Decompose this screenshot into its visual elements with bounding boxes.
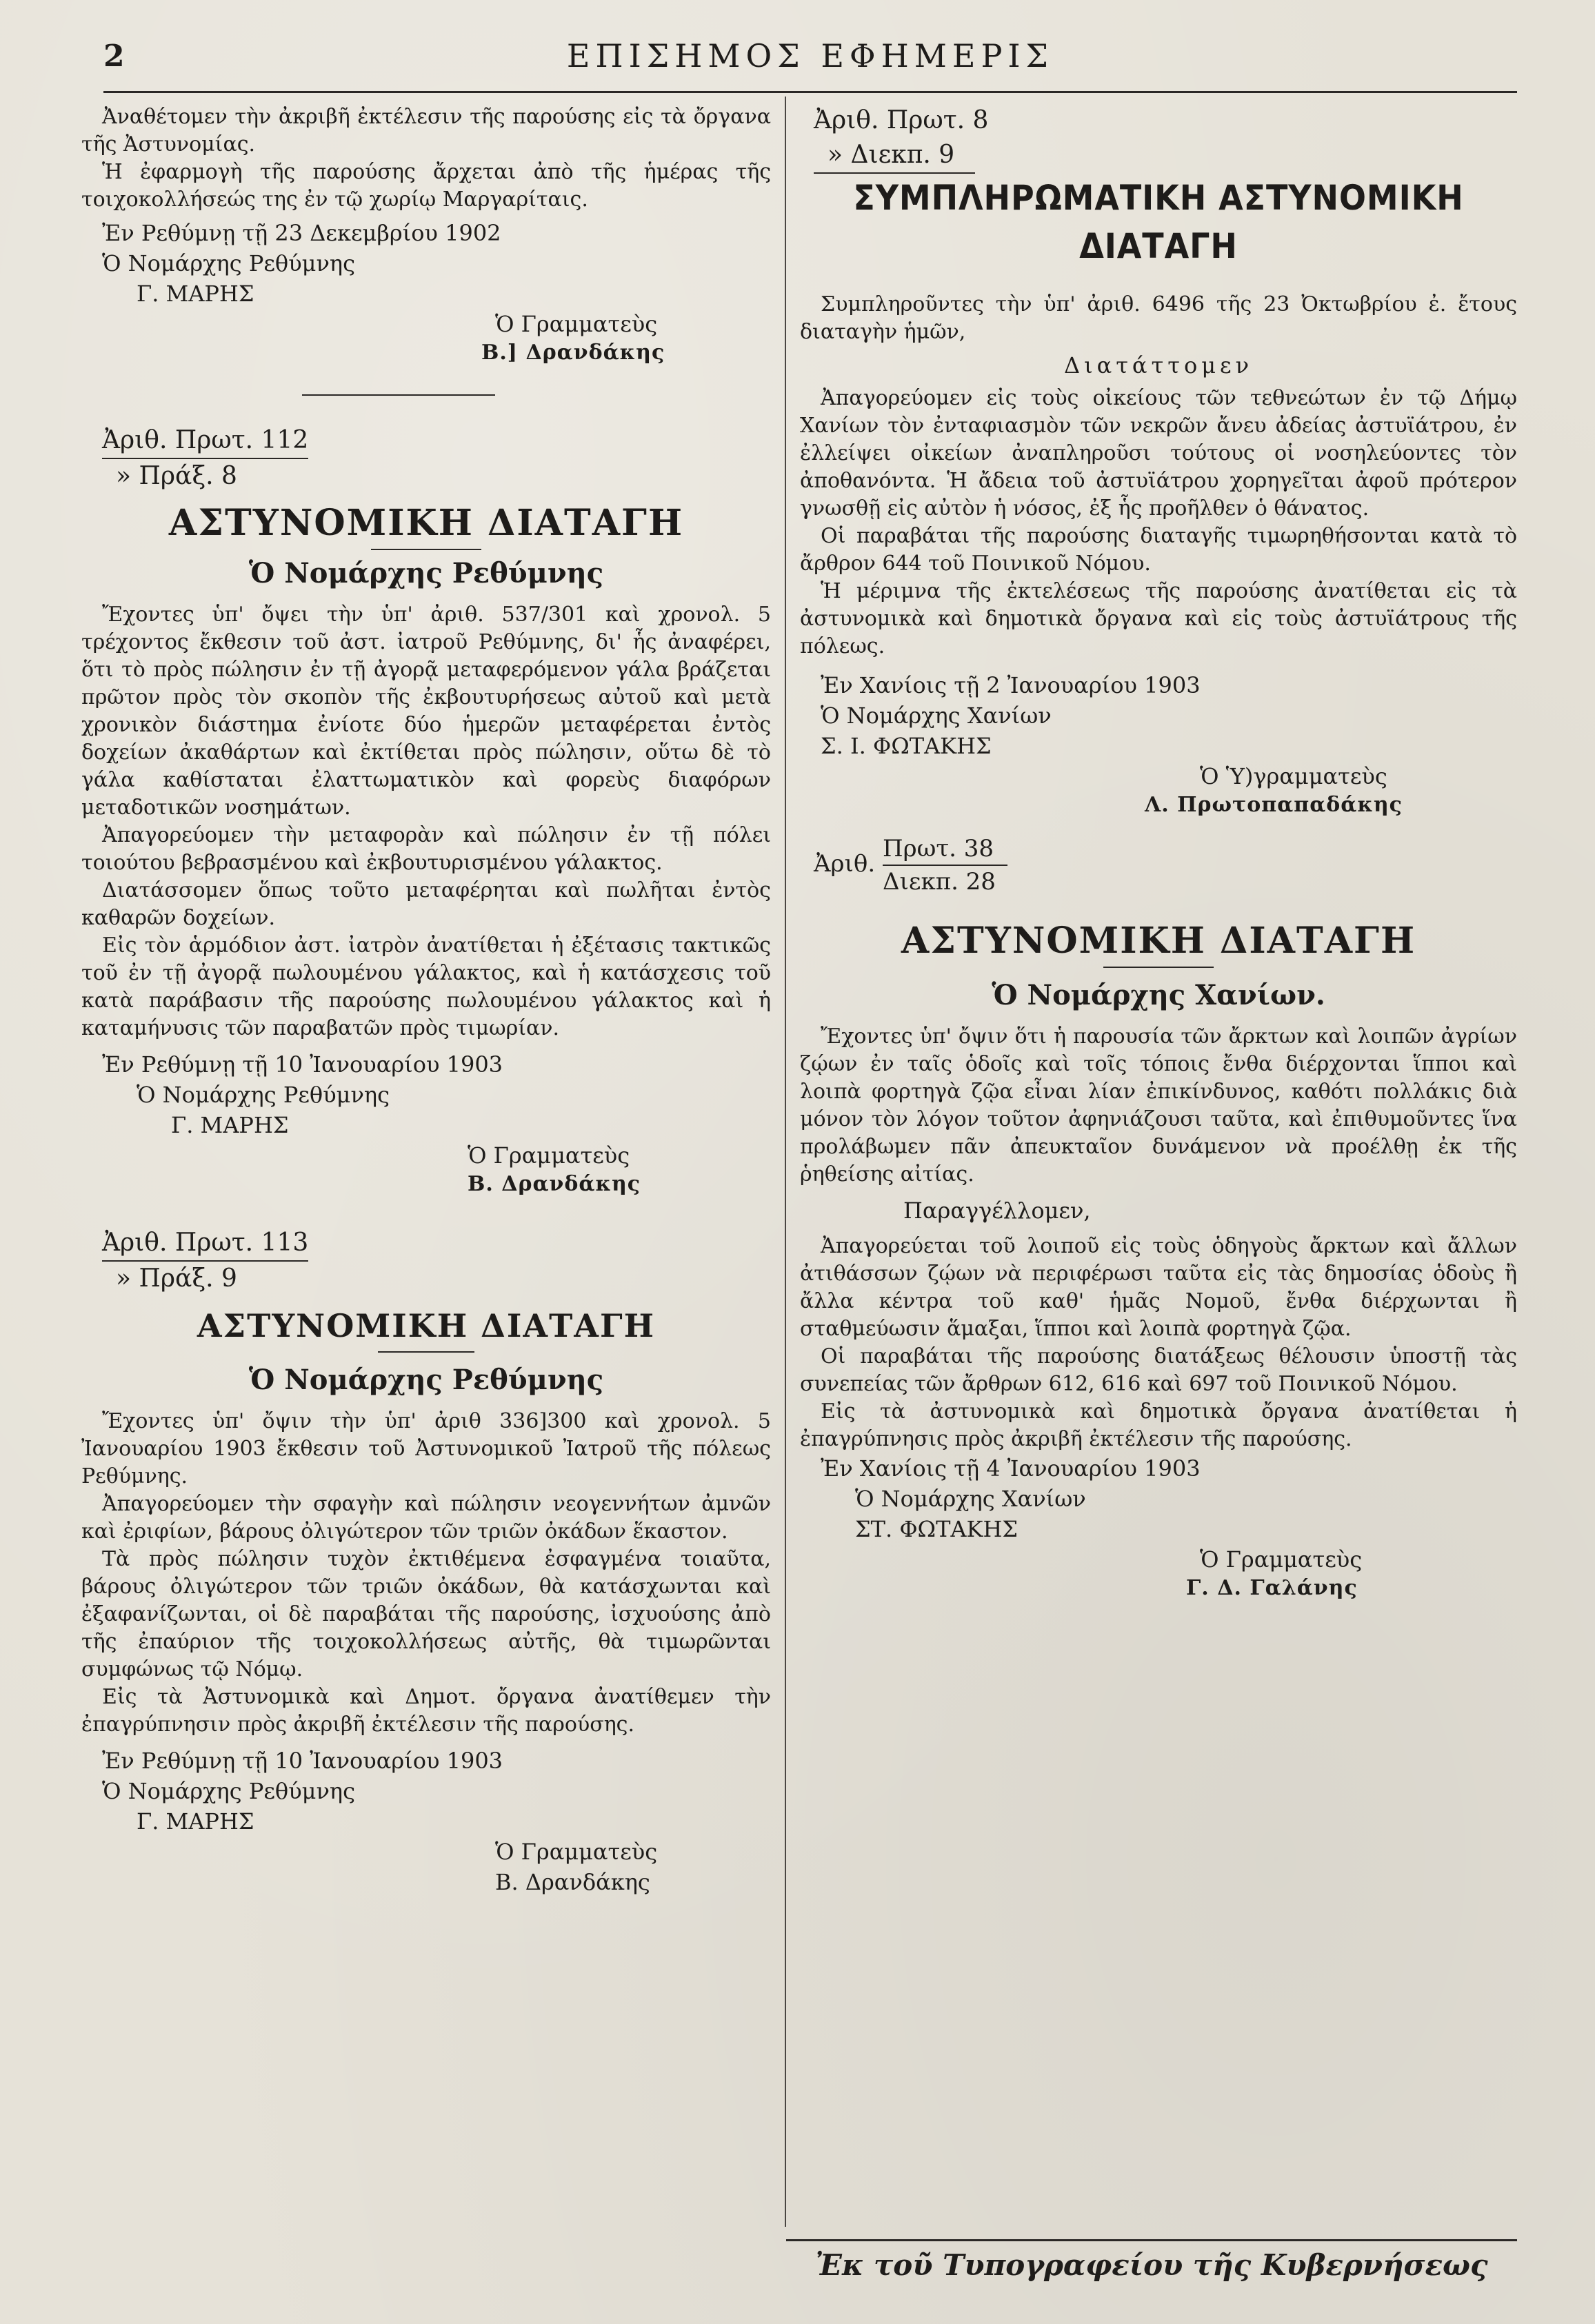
header-rule [103,91,1517,93]
paragraph: Ἡ μέριμνα τῆς ἐκτελέσεως τῆς παρούσης ἀνατίθεται εἰς τὰ ἀστυνομικὰ καὶ δημοτικὰ ὄργανα καὶ εἰς τοὺς ἀστυϊάτρους τῆς πόλεως. [800,579,1517,658]
printer-imprint: Ἐκ τοῦ Τυπογραφείου τῆς Κυβερνήσεως [786,2239,1517,2290]
command-word: Διατάττομεν [1063,352,1254,378]
secretary-name: Β. Δρανδάκης [468,1172,641,1196]
page-header [103,34,1517,83]
paragraph: Οἱ παραβάται τῆς παρούσης διατάξεως θέλουσιν ὑποστῇ τὰς συνεπείας τῶν ἄρθρων 612, 616 καὶ 697 τοῦ Ποινικοῦ Νόμου. [800,1344,1517,1396]
paragraph: Εἰς τὰ ἀστυνομικὰ καὶ δημοτικὰ ὄργανα ἀνατίθεται ἡ ἐπαγρύπνησις πρὸς ἀκριβῆ ἐκτέλεσιν τῆς παρούσης. [800,1400,1517,1451]
paragraph: Οἱ παραβάται τῆς παρούσης διαταγῆς τιμωρηθήσονται κατὰ τὸ ἄρθρον 644 τοῦ Ποινικοῦ Νόμου. [800,524,1517,576]
secretary-name: Γ. Δ. Γαλάνης [1186,1576,1358,1600]
signatory-name: Σ. Ι. ΦΩΤΑΚΗΣ [821,733,992,759]
date-line: Ἐν Ρεθύμνῃ τῇ 10 Ἰανουαρίου 1903 [102,1748,503,1774]
secretary-title: Ὁ Γραμματεὺς [495,1839,658,1865]
heading-rule [1103,967,1214,968]
paragraph: Συμπληροῦντες τὴν ὑπ' ἀριθ. 6496 τῆς 23 Ὀκτωβρίου ἐ. ἔτους διαταγὴν ἡμῶν, [800,292,1517,344]
protocol-number: Ἀριθ. Πρωτ. 112 [102,423,308,459]
decree-38 [800,833,1517,1602]
paragraph: Ἔχοντες ὑπ' ὄψιν τὴν ὑπ' ἀριθ 336]300 καὶ χρονολ. 5 Ἰανουαρίου 1903 ἔκθεσιν τοῦ Ἀστυνομικοῦ Ἰατροῦ τῆς πόλεως Ρεθύμνης. [81,1409,771,1488]
page-number: 2 [103,39,125,74]
reference-numbers [81,423,771,494]
date-line: Ἐν Ρεθύμνῃ τῇ 10 Ἰανουαρίου 1903 [102,1051,503,1078]
decree-heading: ΑΣΤΥΝΟΜΙΚΗ ΔΙΑΤΑΓΗ [168,502,684,544]
column-divider [785,97,786,2227]
secretary-name: Β.] Δρανδάκης [481,341,665,365]
signatory-role: Ὁ Νομάρχης Ρεθύμνης [137,1082,390,1108]
heading-rule [378,1351,474,1353]
signatory-role: Ὁ Νομάρχης Ρεθύμνης [102,250,355,276]
signatory-name: ΣΤ. ΦΩΤΑΚΗΣ [855,1516,1018,1542]
paragraph: Ἀναθέτομεν τὴν ἀκριβῆ ἐκτέλεσιν τῆς παρούσης εἰς τὰ ὄργανα τῆς Ἀστυνομίας. [81,105,771,156]
signatory-role: Ὁ Νομάρχης Χανίων [855,1486,1086,1512]
act-number: » Πράξ. 9 [116,1264,237,1293]
reference-numbers [81,1226,771,1296]
secretary-title: Ὁ Γραμματεὺς [468,1142,630,1169]
secretary-title: Ὁ Ὑ)γραμματεὺς [1200,763,1387,789]
secretary-title: Ὁ Γραμματεὺς [495,311,658,337]
section-rule [302,394,495,396]
dispatch-number: Διεκπ. 28 [882,868,996,896]
date-line: Ἐν Ρεθύμνῃ τῇ 23 Δεκεμβρίου 1902 [102,220,501,246]
paragraph: Ἀπαγορεύομεν τὴν σφαγὴν καὶ πώλησιν νεογεννήτων ἀμνῶν καὶ ἐριφίων, βάρους ὀλιγώτερον τῶν τριῶν ὀκάδων ἕκαστον. [81,1492,771,1544]
signatory-name: Γ. ΜΑΡΗΣ [171,1112,289,1138]
reference-label: Ἀριθ. [814,850,876,878]
decree-112 [81,423,771,1198]
protocol-number: Πρωτ. 38 [883,833,1007,866]
paragraph: Ἔχοντες ὑπ' ὄψιν ὅτι ἡ παρουσία τῶν ἄρκτων καὶ λοιπῶν ἀγρίων ζῴων ἐν ταῖς ὁδοῖς καὶ τοῖς τόποις ἔνθα διέρχονται ἵπποι καὶ λοιπὰ φορτηγὰ ζῷα εἶναι λίαν ἐπικίνδυνος, καθότι πολλάκις διὰ μόνον τὸν λόγον τοῦτον ἀφηνιάζουσι ταῦτα, καὶ ἐπιθυμοῦντες ἵνα προλάβωμεν πᾶν ἀπευκταῖον δυνάμενον νὰ προέλθῃ ἐκ τῆς ῥηθείσης αἰτίας. [800,1024,1517,1186]
left-column [81,103,771,1897]
act-number: » Πράξ. 8 [116,462,237,490]
decree-heading: ΑΣΤΥΝΟΜΙΚΗ ΔΙΑΤΑΓΗ [901,920,1416,962]
dispatch-number: » Διεκπ. 9 [814,138,975,174]
intro-decree-ending [81,103,771,396]
protocol-number: Ἀριθ. Πρωτ. 113 [102,1226,308,1262]
issuing-authority: Ὁ Νομάρχης Ρεθύμνης [248,1364,604,1396]
paragraph: Εἰς τὰ Ἀστυνομικὰ καὶ Δημοτ. ὄργανα ἀνατίθεμεν τὴν ἐπαγρύπνησιν πρὸς ἀκριβῆ ἐκτέλεσιν τῆς παρούσης. [81,1685,771,1737]
issuing-authority: Ὁ Νομάρχης Χανίων. [992,979,1325,1011]
paragraph: Ἀπαγορεύομεν τὴν μεταφορὰν καὶ πώλησιν ἐν τῇ πόλει τοιούτου βεβρασμένου καὶ ἐκβουτυρισμένου γάλακτος. [81,823,771,875]
paragraph: Ἡ ἐφαρμογὴ τῆς παρούσης ἄρχεται ἀπὸ τῆς ἡμέρας τῆς τοιχοκολλήσεώς της ἐν τῷ χωρίῳ Μαργαρίταις. [81,160,771,212]
publication-title: ΕΠΙΣΗΜΟΣ ΕΦΗΜΕΡΙΣ [566,37,1054,74]
signatory-role: Ὁ Νομάρχης Χανίων [821,703,1052,729]
date-line: Ἐν Χανίοις τῇ 2 Ἰανουαρίου 1903 [821,672,1201,698]
decree-113 [81,1226,771,1897]
heading-rule [371,549,481,550]
paragraph: Ἀπαγορεύεται τοῦ λοιποῦ εἰς τοὺς ὁδηγοὺς ἄρκτων καὶ ἄλλων ἀτιθάσσων ζῴων νὰ περιφέρωσι ταῦτα εἰς τὰς δημοσίας ὁδοὺς ἢ ἄλλα κέντρα τοῦ καθ' ἡμᾶς Νομοῦ, ἔνθα διέρχωνται ἢ σταθμεύωσιν ἅμαξαι, ἵπποι καὶ λοιπὰ φορτηγὰ ζῷα. [800,1234,1517,1341]
decree-heading: ΣΥΜΠΛΗΡΩΜΑΤΙΚΗ ΑΣΤΥΝΟΜΙΚΗ ΔΙΑΤΑΓΗ [853,178,1464,266]
date-line: Ἐν Χανίοις τῇ 4 Ἰανουαρίου 1903 [821,1455,1201,1482]
signatory-name: Γ. ΜΑΡΗΣ [137,281,254,307]
signatory-name: Γ. ΜΑΡΗΣ [137,1808,254,1835]
decree-heading: ΑΣΤΥΝΟΜΙΚΗ ΔΙΑΤΑΓΗ [197,1307,656,1344]
paragraph: Τὰ πρὸς πώλησιν τυχὸν ἐκτιθέμενα ἐσφαγμένα τοιαῦτα, βάρους ὀλιγώτερον τῶν τριῶν ὀκάδων, θὰ κατάσχωνται καὶ ἐξαφανίζωνται, οἱ δὲ παραβάται τῆς παρούσης, ἰσχυούσης ἀπὸ τῆς ἐπαύριον τῆς τοιχοκολλήσεως αὐτῆς, θὰ τιμωρῶνται συμφώνως τῷ Νόμῳ. [81,1547,771,1681]
command-word: Παραγγέλλομεν, [903,1198,1091,1224]
secretary-title: Ὁ Γραμματεὺς [1200,1546,1363,1573]
signatory-role: Ὁ Νομάρχης Ρεθύμνης [102,1778,355,1804]
paragraph: Διατάσσομεν ὅπως τοῦτο μεταφέρηται καὶ πωλῆται ἐντὸς καθαρῶν δοχείων. [81,878,771,930]
secretary-name: Β. Δρανδάκης [495,1869,650,1895]
reference-numbers [800,833,1517,898]
reference-numbers [800,103,1517,174]
issuing-authority: Ὁ Νομάρχης Ρεθύμνης [248,557,604,589]
paragraph: Εἰς τὸν ἁρμόδιον ἀστ. ἰατρὸν ἀνατίθεται ἡ ἐξέτασις τακτικῶς τοῦ ἐν τῇ ἀγορᾷ πωλουμένου γάλακτος, καὶ ἡ κατάσχεσις τοῦ κατὰ παράβασιν τῆς παρούσης πωλουμένου γάλακτος καὶ ἡ καταμήνυσις τῶν παραβατῶν πρὸς τιμωρίαν. [81,933,771,1040]
paragraph: Ἔχοντες ὑπ' ὄψει τὴν ὑπ' ἀριθ. 537/301 καὶ χρονολ. 5 τρέχοντος ἔκθεσιν τοῦ ἀστ. ἰατροῦ Ρεθύμνης, δι' ἧς ἀναφέρει, ὅτι τὸ πρὸς πώλησιν ἐν τῇ ἀγορᾷ μεταφερόμενον γάλα βράζεται πρῶτον πρὸς τὸν σκοπὸν τῆς ἐκβουτυρήσεως αὐτοῦ καὶ μετὰ χρονικὸν διάστημα ἐνίοτε δύο ἡμερῶν μεταφέρεται ἐντὸς δοχείων ἀκαθάρτων καὶ ἐκτίθεται πρὸς πώλησιν, οὕτω δὲ τὸ γάλα καθίσταται ἐλαττωματικὸν καὶ φορεὺς διαφόρων μεταδοτικῶν νοσημάτων. [81,603,771,820]
secretary-name: Λ. Πρωτοπαπαδάκης [1145,793,1403,817]
protocol-number: Ἀριθ. Πρωτ. 8 [814,106,989,134]
decree-supplementary [800,103,1517,819]
right-column [800,103,1517,1602]
paragraph: Ἀπαγορεύομεν εἰς τοὺς οἰκείους τῶν τεθνεώτων ἐν τῷ Δήμῳ Χανίων τὸν ἐνταφιασμὸν τῶν νεκρῶν ἄνευ ἀδείας ἀστυϊάτρου, ἐν ἐλλείψει οἰκείων ἀναπληροῦσι τούτους οἱ νοσηλεύοντες τὸν ἀποθανόντα. Ἡ ἄδεια τοῦ ἀστυϊάτρου χορηγεῖται ἀφοῦ πρότερον γνωσθῇ εἰς αὐτὸν ἡ νόσος, ἐξ ἧς προῆλθεν ὁ θάνατος. [800,386,1517,521]
